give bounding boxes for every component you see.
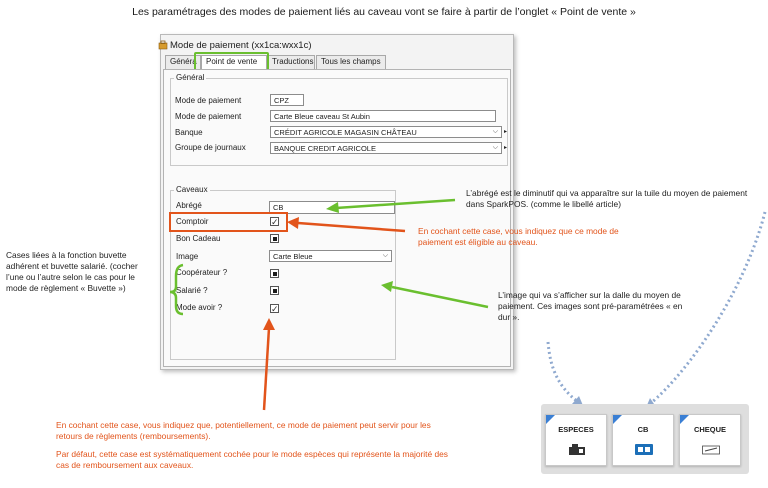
field-label-banque: Banque	[175, 128, 203, 137]
image-arrow-head	[381, 281, 393, 292]
page-heading: Les paramétrages des modes de paiement liés au caveau vont se faire à partir de l’onglet « Point de vente »	[132, 6, 636, 18]
bon-cadeau-label: Bon Cadeau	[176, 234, 221, 243]
image-arrow-line	[392, 287, 488, 307]
comptoir-arrow-head	[287, 217, 299, 229]
tab-point-de-vente[interactable]: Point de vente	[201, 55, 267, 69]
avoir-arrow-line	[264, 328, 269, 410]
field-label-groupe: Groupe de journaux	[175, 143, 246, 152]
tile-especes[interactable]	[545, 414, 607, 466]
tile-cb-label: CB	[637, 425, 649, 434]
note-comptoir: En cochant cette case, vous indiquez que ce mode de paiement est éligible au caveau.	[418, 226, 619, 247]
groupe-journaux-value: BANQUE CREDIT AGRICOLE	[274, 144, 376, 153]
cb-tile-arrow	[548, 342, 578, 402]
window-title: Mode de paiement (xx1ca:wxx1c)	[170, 40, 312, 51]
note-abrege: L’abrégé est le diminutif qui va apparaître sur la tuile du moyen de paiement dans SparkPOS. (comme le libellé article)	[466, 188, 748, 209]
tile-corner	[546, 415, 555, 424]
mode-code-input[interactable]: CPZ	[270, 94, 304, 106]
image-value: Carte Bleue	[273, 252, 313, 261]
chevron-down-icon: ⌵	[382, 252, 388, 259]
tile-cheque-label: CHEQUE	[693, 425, 727, 434]
salarie-label: Salarié ?	[176, 286, 208, 295]
avoir-arrow-head	[263, 318, 275, 330]
tab-tous-les-champs[interactable]: Tous les champs	[316, 55, 386, 69]
tab-traductions[interactable]: Traductions	[267, 55, 315, 69]
chevron-down-icon: ⌵	[492, 128, 498, 135]
abrege-arrow-head	[326, 202, 339, 213]
cooperateur-label: Coopérateur ?	[176, 268, 228, 277]
tab-general[interactable]: Généra	[165, 55, 201, 69]
tile-cb[interactable]	[612, 414, 674, 466]
credit-card-icon	[635, 444, 653, 455]
general-group-label: Général	[176, 73, 205, 82]
groupe-more-icon[interactable]: ▸	[504, 145, 508, 151]
comptoir-label: Comptoir	[176, 217, 209, 226]
note-avoir-1: En cochant cette case, vous indiquez que, potentiellement, ce mode de paiement peut servir pour les retours de règlements (remboursements).	[56, 420, 431, 441]
chevron-down-icon: ⌵	[492, 144, 498, 151]
banque-more-icon[interactable]: ▸	[504, 129, 508, 135]
tile-corner	[613, 415, 622, 424]
tile-corner	[680, 415, 689, 424]
field-label-mode-name: Mode de paiement	[175, 112, 242, 121]
mode-name-input[interactable]: Carte Bleue caveau St Aubin	[270, 110, 496, 122]
note-avoir-2: Par défaut, cette case est systématiquement cochée pour le mode espèces qui représente la majorité des cas de remboursement aux caveaux.	[56, 449, 448, 470]
green-bracket	[170, 265, 183, 314]
abrege-input[interactable]: CB	[269, 201, 395, 214]
comptoir-checkbox[interactable]: ✓	[271, 217, 279, 227]
caveaux-group-label: Caveaux	[176, 185, 208, 194]
field-label-mode-code: Mode de paiement	[175, 96, 242, 105]
banque-value: CRÉDIT AGRICOLE MAGASIN CHÂTEAU	[274, 128, 417, 137]
cash-register-icon	[568, 444, 586, 455]
abrege-arrow-line	[336, 200, 455, 208]
note-buvette: Cases liées à la fonction buvette adhérent et buvette salarié. (cocher l’une ou l’autre selon le cas pour le mode de règlement « Buvette »)	[6, 250, 138, 293]
abrege-label: Abrégé	[176, 201, 202, 210]
tile-especes-label: ESPECES	[558, 425, 594, 434]
cheque-icon	[702, 444, 720, 455]
mode-avoir-label: Mode avoir ?	[176, 303, 223, 312]
note-image: L’image qui va s’afficher sur la dalle du moyen de paiement. Ces images sont pré-paramétrées « en dur ».	[498, 290, 683, 322]
comptoir-arrow-line	[298, 223, 405, 231]
mode-avoir-checkbox[interactable]: ✓	[271, 304, 279, 314]
image-label: Image	[176, 252, 199, 261]
tile-cheque[interactable]	[679, 414, 741, 466]
